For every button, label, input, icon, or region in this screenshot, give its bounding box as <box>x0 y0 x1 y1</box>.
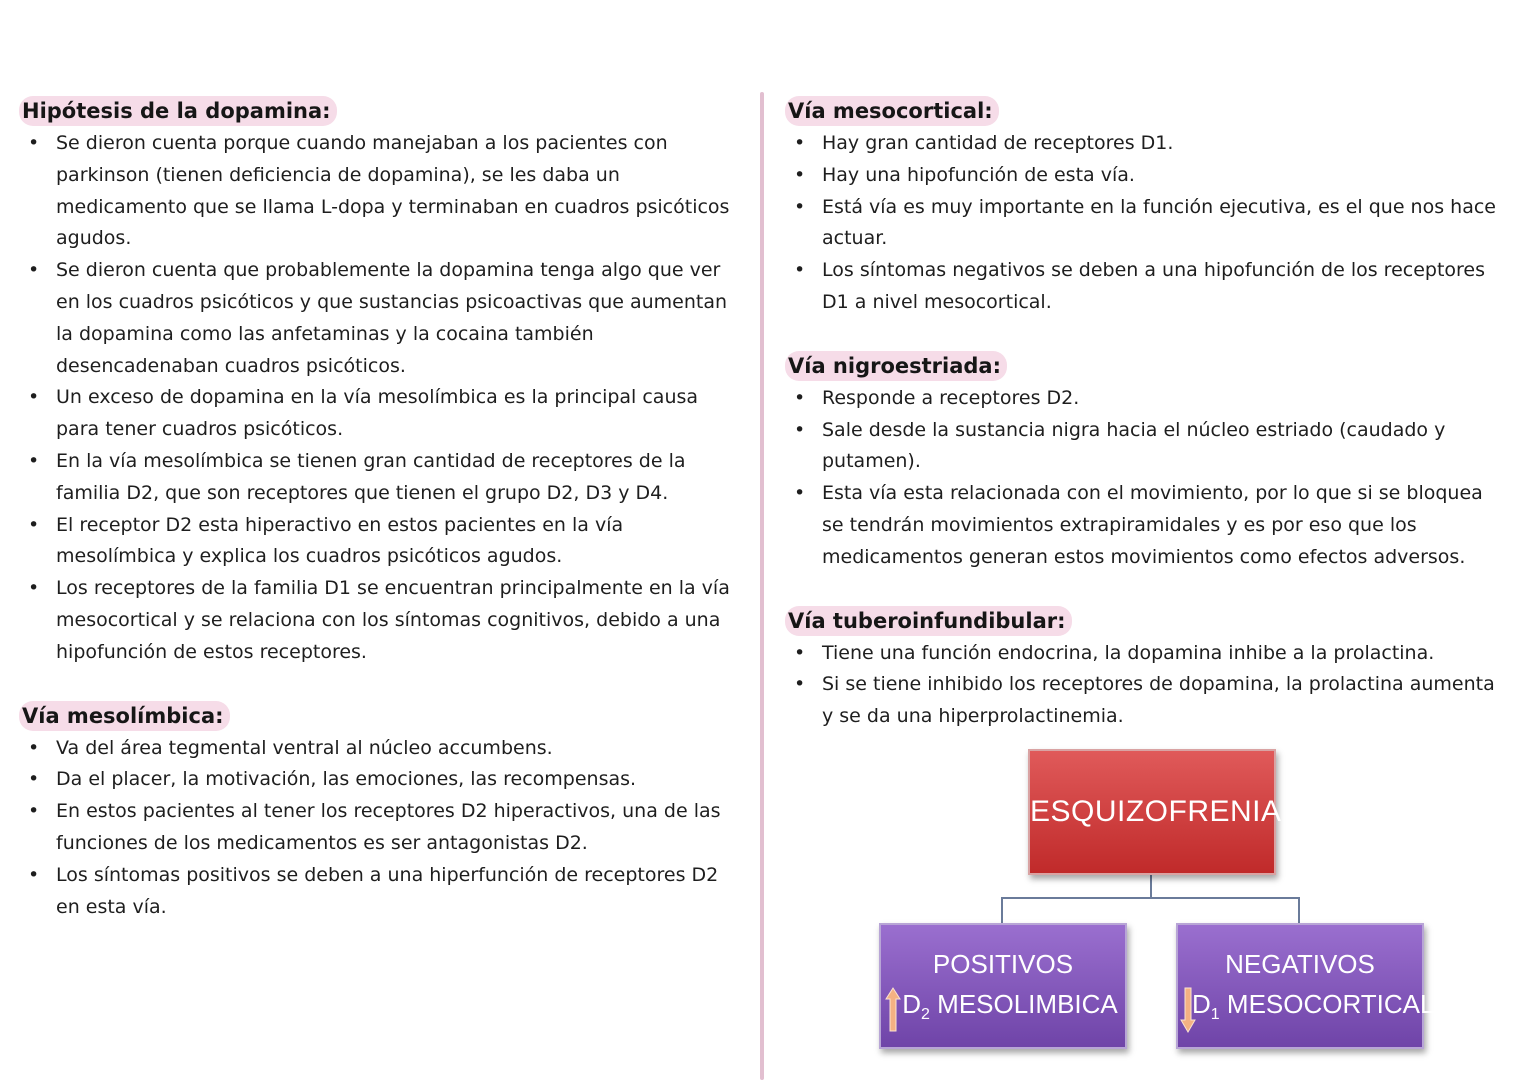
arrow-up-icon <box>885 987 901 1033</box>
list-item-text: Esta vía esta relacionada con el movimiento, por lo que si se bloquea se tendrán movimientos extrapiramidales y es por eso que los medicamentos generan estos movimientos como efectos adversos. <box>822 482 1483 568</box>
list-item <box>788 415 1500 479</box>
list-item-text: En estos pacientes al tener los receptores D2 hiperactivos, una de las funciones de los medicamentos es ser antagonistas D2. <box>56 800 721 854</box>
section-heading: Vía nigroestriada: <box>785 351 1007 381</box>
pathway-label: MESOCORTICAL <box>1226 989 1435 1019</box>
list-item <box>22 764 742 796</box>
connector-line <box>1001 897 1300 899</box>
receptor-letter: D <box>902 989 922 1019</box>
bullet-icon: • <box>794 259 806 282</box>
list-item-text: Hay gran cantidad de receptores D1. <box>822 132 1174 154</box>
right-column <box>788 96 1500 765</box>
box-receptor-line <box>881 989 1125 1024</box>
bullet-icon: • <box>28 736 40 759</box>
list-item <box>788 669 1500 733</box>
bullet-list <box>788 128 1500 319</box>
list-item <box>788 383 1500 415</box>
box-title: NEGATIVOS <box>1225 949 1375 979</box>
bullet-icon: • <box>28 768 40 791</box>
box-negativos <box>1176 923 1435 1049</box>
list-item-text: Está vía es muy importante en la función ejecutiva, es el que nos hace actuar. <box>822 195 1496 250</box>
section-heading: Vía tuberoinfundibular: <box>785 606 1072 636</box>
connector-line <box>1298 897 1300 924</box>
connector-line <box>1150 873 1152 897</box>
bullet-icon: • <box>28 800 40 823</box>
bullet-icon: • <box>794 163 806 186</box>
arrow-down-icon <box>1180 987 1196 1033</box>
column-divider <box>760 92 764 1080</box>
section-via-nigroestriada <box>788 351 1500 574</box>
list-item-text: Un exceso de dopamina en la vía mesolímbica es la principal causa para tener cuadros psicóticos. <box>56 386 699 441</box>
list-item <box>22 255 742 382</box>
receptor-subscript: 1 <box>1210 1006 1220 1023</box>
left-column <box>22 96 742 955</box>
list-item <box>788 478 1500 573</box>
list-item-text: Se dieron cuenta porque cuando manejaban a los pacientes con parkinson (tienen deficiencia de dopamina), se les daba un medicamento que se llama L-dopa y terminaban en cuadros psicóticos agudos. <box>56 132 730 250</box>
connector-line <box>1001 897 1003 924</box>
list-item <box>22 733 742 765</box>
receptor-letter: D <box>1192 989 1211 1019</box>
box-positivos <box>879 923 1127 1049</box>
list-item <box>788 160 1500 192</box>
list-item <box>22 510 742 574</box>
section-via-mesolimbica <box>22 701 742 924</box>
list-item <box>22 796 742 860</box>
list-item-text: El receptor D2 esta hiperactivo en estos pacientes en la vía mesolímbica y explica los cuadros psicóticos agudos. <box>56 513 624 568</box>
list-item <box>788 192 1500 256</box>
bullet-list <box>788 638 1500 733</box>
list-item-text: Hay una hipofunción de esta vía. <box>822 163 1135 186</box>
box-receptor-line <box>1178 989 1435 1024</box>
bullet-list <box>22 128 742 669</box>
section-hipotesis-dopamina <box>22 96 742 669</box>
list-item-text: Los síntomas positivos se deben a una hiperfunción de receptores D2 en esta vía. <box>56 863 719 918</box>
list-item <box>788 128 1500 160</box>
bullet-icon: • <box>794 386 806 409</box>
list-item <box>22 382 742 446</box>
bullet-icon: • <box>794 418 806 441</box>
bullet-icon: • <box>794 132 806 154</box>
list-item-text: Los receptores de la familia D1 se encuentran principalmente en la vía mesocortical y se relaciona con los síntomas cognitivos, debido a una hipofunción de estos receptores. <box>56 577 730 663</box>
list-item-text: Sale desde la sustancia nigra hacia el núcleo estriado (caudado y putamen). <box>822 418 1446 473</box>
box-title: POSITIVOS <box>932 949 1074 979</box>
bullet-icon: • <box>28 449 40 472</box>
list-item <box>788 638 1500 670</box>
bullet-icon: • <box>794 673 806 696</box>
bullet-icon: • <box>28 863 40 886</box>
list-item-text: Tiene una función endocrina, la dopamina inhibe a la prolactina. <box>822 641 1435 664</box>
list-item <box>22 446 742 510</box>
section-heading: Vía mesocortical: <box>785 96 999 126</box>
bullet-icon: • <box>28 513 40 536</box>
root-box-esquizofrenia <box>1028 749 1282 875</box>
bullet-icon: • <box>28 577 40 600</box>
bullet-list <box>22 733 742 924</box>
bullet-list <box>788 383 1500 574</box>
root-label: ESQUIZOFRENIA <box>1030 795 1282 828</box>
schizophrenia-diagram <box>870 745 1435 1055</box>
receptor-subscript: 2 <box>921 1006 930 1023</box>
bullet-icon: • <box>794 641 806 664</box>
list-item-text: Va del área tegmental ventral al núcleo accumbens. <box>56 736 553 759</box>
bullet-icon: • <box>794 482 806 505</box>
bullet-icon: • <box>794 195 806 218</box>
list-item-text: Da el placer, la motivación, las emociones, las recompensas. <box>56 768 637 791</box>
section-via-mesocortical <box>788 96 1500 319</box>
pathway-label: MESOLIMBICA <box>937 989 1118 1019</box>
list-item-text: Responde a receptores D2. <box>822 386 1080 409</box>
bullet-icon: • <box>28 386 40 409</box>
list-item-text: En la vía mesolímbica se tienen gran cantidad de receptores de la familia D2, que son receptores que tienen el grupo D2, D3 y D4. <box>56 449 686 504</box>
list-item-text: Si se tiene inhibido los receptores de dopamina, la prolactina aumenta y se da una hiperprolactinemia. <box>822 673 1495 728</box>
section-via-tuberoinfundibular <box>788 606 1500 733</box>
bullet-icon: • <box>28 132 40 154</box>
list-item <box>788 255 1500 319</box>
section-heading: Vía mesolímbica: <box>19 701 230 731</box>
section-heading: Hipótesis de la dopamina: <box>19 96 337 126</box>
list-item <box>22 573 742 668</box>
list-item-text: Se dieron cuenta que probablemente la dopamina tenga algo que ver en los cuadros psicóticos y que sustancias psicoactivas que aumentan la dopamina como las anfetaminas y la cocaina también desencadenaban cuadros psicóticos. <box>56 259 728 377</box>
bullet-icon: • <box>28 259 40 282</box>
list-item <box>22 860 742 924</box>
list-item <box>22 128 742 255</box>
list-item-text: Los síntomas negativos se deben a una hipofunción de los receptores D1 a nivel mesocortical. <box>822 259 1486 313</box>
